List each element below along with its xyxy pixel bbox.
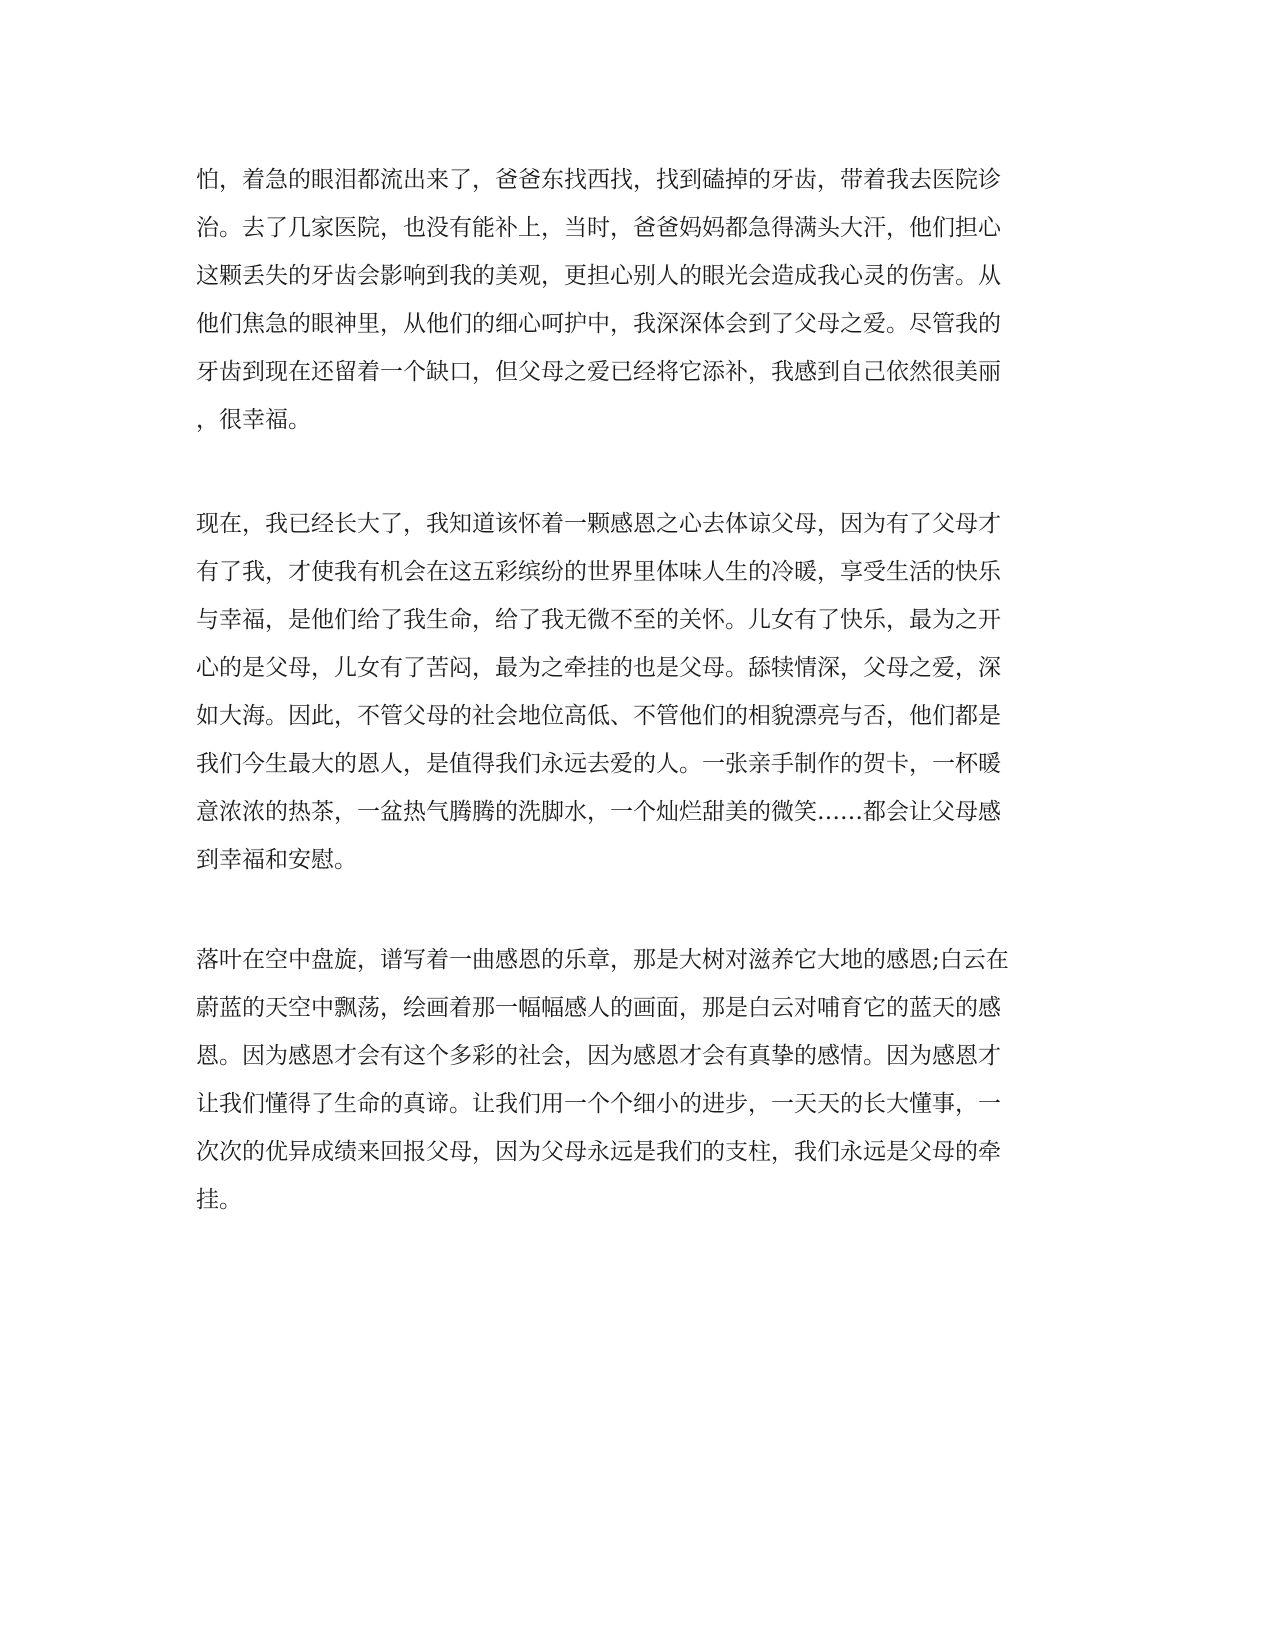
text-line: 如大海。因此，不管父母的社会地位高低、不管他们的相貌漂亮与否，他们都是 — [196, 703, 1001, 729]
text-line: 牙齿到现在还留着一个缺口，但父母之爱已经将它添补，我感到自己依然很美丽 — [196, 359, 1001, 385]
text-line: 次次的优异成绩来回报父母，因为父母永远是我们的支柱，我们永远是父母的牵 — [196, 1139, 1001, 1165]
paragraph-3 — [196, 936, 1076, 1224]
text-line: 与幸福，是他们给了我生命，给了我无微不至的关怀。儿女有了快乐，最为之开 — [196, 607, 1001, 633]
text-line: 现在，我已经长大了，我知道该怀着一颗感恩之心去体谅父母，因为有了父母才 — [196, 511, 1001, 537]
text-line: ，很幸福。 — [196, 407, 311, 433]
text-line: 到幸福和安慰。 — [196, 847, 357, 873]
text-line: 让我们懂得了生命的真谛。让我们用一个个细小的进步，一天天的长大懂事，一 — [196, 1091, 1001, 1117]
text-line: 意浓浓的热茶，一盆热气腾腾的洗脚水，一个灿烂甜美的微笑……都会让父母感 — [196, 799, 1001, 825]
text-line: 这颗丢失的牙齿会影响到我的美观，更担心别人的眼光会造成我心灵的伤害。从 — [196, 263, 1001, 289]
text-line: 怕，着急的眼泪都流出来了，爸爸东找西找，找到磕掉的牙齿，带着我去医院诊 — [196, 167, 1001, 193]
text-line: 挂。 — [196, 1187, 242, 1213]
paragraph-2 — [196, 500, 1076, 884]
text-line: 治。去了几家医院，也没有能补上，当时，爸爸妈妈都急得满头大汗，他们担心 — [196, 215, 1001, 241]
text-line: 他们焦急的眼神里，从他们的细心呵护中，我深深体会到了父母之爱。尽管我的 — [196, 311, 1001, 337]
text-line: 蔚蓝的天空中飘荡，绘画着那一幅幅感人的画面，那是白云对哺育它的蓝天的感 — [196, 995, 1001, 1021]
text-line: 有了我，才使我有机会在这五彩缤纷的世界里体味人生的冷暖，享受生活的快乐 — [196, 559, 1001, 585]
text-line: 恩。因为感恩才会有这个多彩的社会，因为感恩才会有真挚的感情。因为感恩才 — [196, 1043, 1001, 1069]
paragraph-1 — [196, 156, 1076, 444]
text-line: 心的是父母，儿女有了苦闷，最为之牵挂的也是父母。舔犊情深，父母之爱，深 — [196, 655, 1001, 681]
text-line: 我们今生最大的恩人，是值得我们永远去爱的人。一张亲手制作的贺卡，一杯暖 — [196, 751, 1001, 777]
text-line: 落叶在空中盘旋，谱写着一曲感恩的乐章，那是大树对滋养它大地的感恩;白云在 — [196, 947, 1009, 973]
